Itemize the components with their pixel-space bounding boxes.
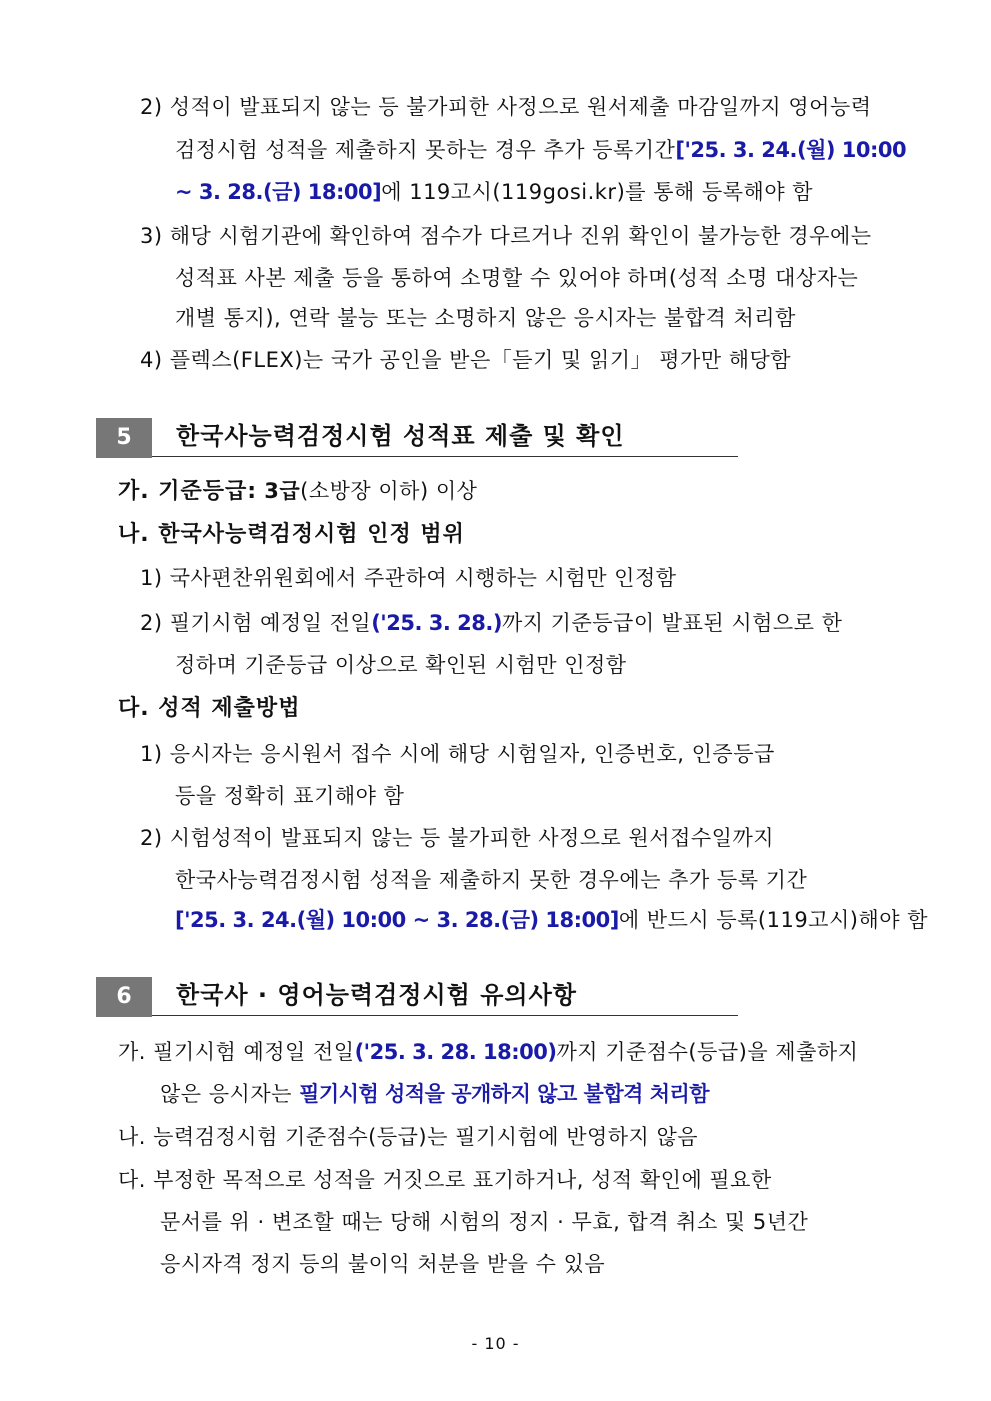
- s5-da-2-line3: ['25. 3. 24.(월) 10:00 ~ 3. 28.(금) 18:00]에 반드시 등록(119고시)해야 함: [175, 908, 928, 932]
- emphasis-date: ['25. 3. 24.(월) 10:00 ~ 3. 28.(금) 18:00]: [175, 908, 619, 932]
- s5-da-1-line2: 등을 정확히 표기해야 함: [175, 784, 405, 808]
- section-6-rule: [152, 1015, 738, 1016]
- item-3-line1: 3) 해당 시험기관에 확인하여 점수가 다르거나 진위 확인이 불가능한 경우에는: [140, 224, 872, 248]
- s6-ga-line2: 않은 응시자는 필기시험 성적을 공개하지 않고 불합격 처리함: [160, 1082, 710, 1106]
- s6-na: 나. 능력검정시험 기준점수(등급)는 필기시험에 반영하지 않음: [118, 1125, 699, 1149]
- s6-da-line2: 문서를 위 · 변조할 때는 당해 시험의 정지 · 무효, 합격 취소 및 5년간: [160, 1210, 809, 1234]
- item-number: 4): [140, 348, 163, 372]
- section-6-title: 한국사 · 영어능력검정시험 유의사항: [176, 981, 577, 1009]
- item-3-line3: 개별 통지), 연락 불능 또는 소명하지 않은 응시자는 불합격 처리함: [175, 306, 796, 330]
- s5-na-2-line1: 2) 필기시험 예정일 전일('25. 3. 28.)까지 기준등급이 발표된 시험으로 한: [140, 611, 843, 635]
- s5-na-2-line2: 정하며 기준등급 이상으로 확인된 시험만 인정함: [175, 653, 627, 677]
- emphasis-text: 필기시험 성적을 공개하지 않고 불합격 처리함: [299, 1082, 710, 1106]
- s5-da-2-line2: 한국사능력검정시험 성적을 제출하지 못한 경우에는 추가 등록 기간: [175, 868, 808, 892]
- s5-na-heading: 나. 한국사능력검정시험 인정 범위: [118, 522, 465, 547]
- item-number: 2): [140, 95, 163, 119]
- s5-da-1-line1: 1) 응시자는 응시원서 접수 시에 해당 시험일자, 인증번호, 인증등급: [140, 742, 775, 766]
- s6-da-line1: 다. 부정한 목적으로 성적을 거짓으로 표기하거나, 성적 확인에 필요한: [118, 1168, 772, 1192]
- item-4-line1: 4) 플렉스(FLEX)는 국가 공인을 받은「듣기 및 읽기」 평가만 해당함: [140, 348, 792, 372]
- item-3-line2: 성적표 사본 제출 등을 통하여 소명할 수 있어야 하며(성적 소명 대상자는: [175, 266, 859, 290]
- page-number: - 10 -: [471, 1334, 520, 1353]
- emphasis-date: ('25. 3. 28.): [371, 611, 502, 635]
- item-2-line2: 검정시험 성적을 제출하지 못하는 경우 추가 등록기간['25. 3. 24.(월) 10:00: [175, 138, 907, 162]
- s5-na-1: 1) 국사편찬위원회에서 주관하여 시행하는 시험만 인정함: [140, 566, 677, 590]
- s5-ga: 가. 기준등급: 3급(소방장 이하) 이상: [118, 479, 478, 504]
- s5-da-2-line1: 2) 시험성적이 발표되지 않는 등 불가피한 사정으로 원서접수일까지: [140, 826, 775, 850]
- item-2-line1: 2) 성적이 발표되지 않는 등 불가피한 사정으로 원서제출 마감일까지 영어능력: [140, 95, 872, 119]
- emphasis-date: ['25. 3. 24.(월) 10:00: [675, 138, 907, 162]
- item-2-line3: ~ 3. 28.(금) 18:00]에 119고시(119gosi.kr)를 통해 등록해야 함: [175, 180, 814, 204]
- emphasis-date: ~ 3. 28.(금) 18:00]: [175, 180, 382, 204]
- s6-da-line3: 응시자격 정지 등의 불이익 처분을 받을 수 있음: [160, 1252, 606, 1276]
- s5-da-heading: 다. 성적 제출방법: [118, 696, 301, 721]
- item-number: 3): [140, 224, 163, 248]
- emphasis-date: ('25. 3. 28. 18:00): [354, 1040, 557, 1064]
- s6-ga-line1: 가. 필기시험 예정일 전일('25. 3. 28. 18:00)까지 기준점수(등급)을 제출하지: [118, 1040, 859, 1064]
- section-5-rule: [152, 456, 738, 457]
- section-5-title: 한국사능력검정시험 성적표 제출 및 확인: [176, 422, 625, 450]
- section-5-number: 5: [96, 418, 152, 458]
- section-6-number: 6: [96, 977, 152, 1017]
